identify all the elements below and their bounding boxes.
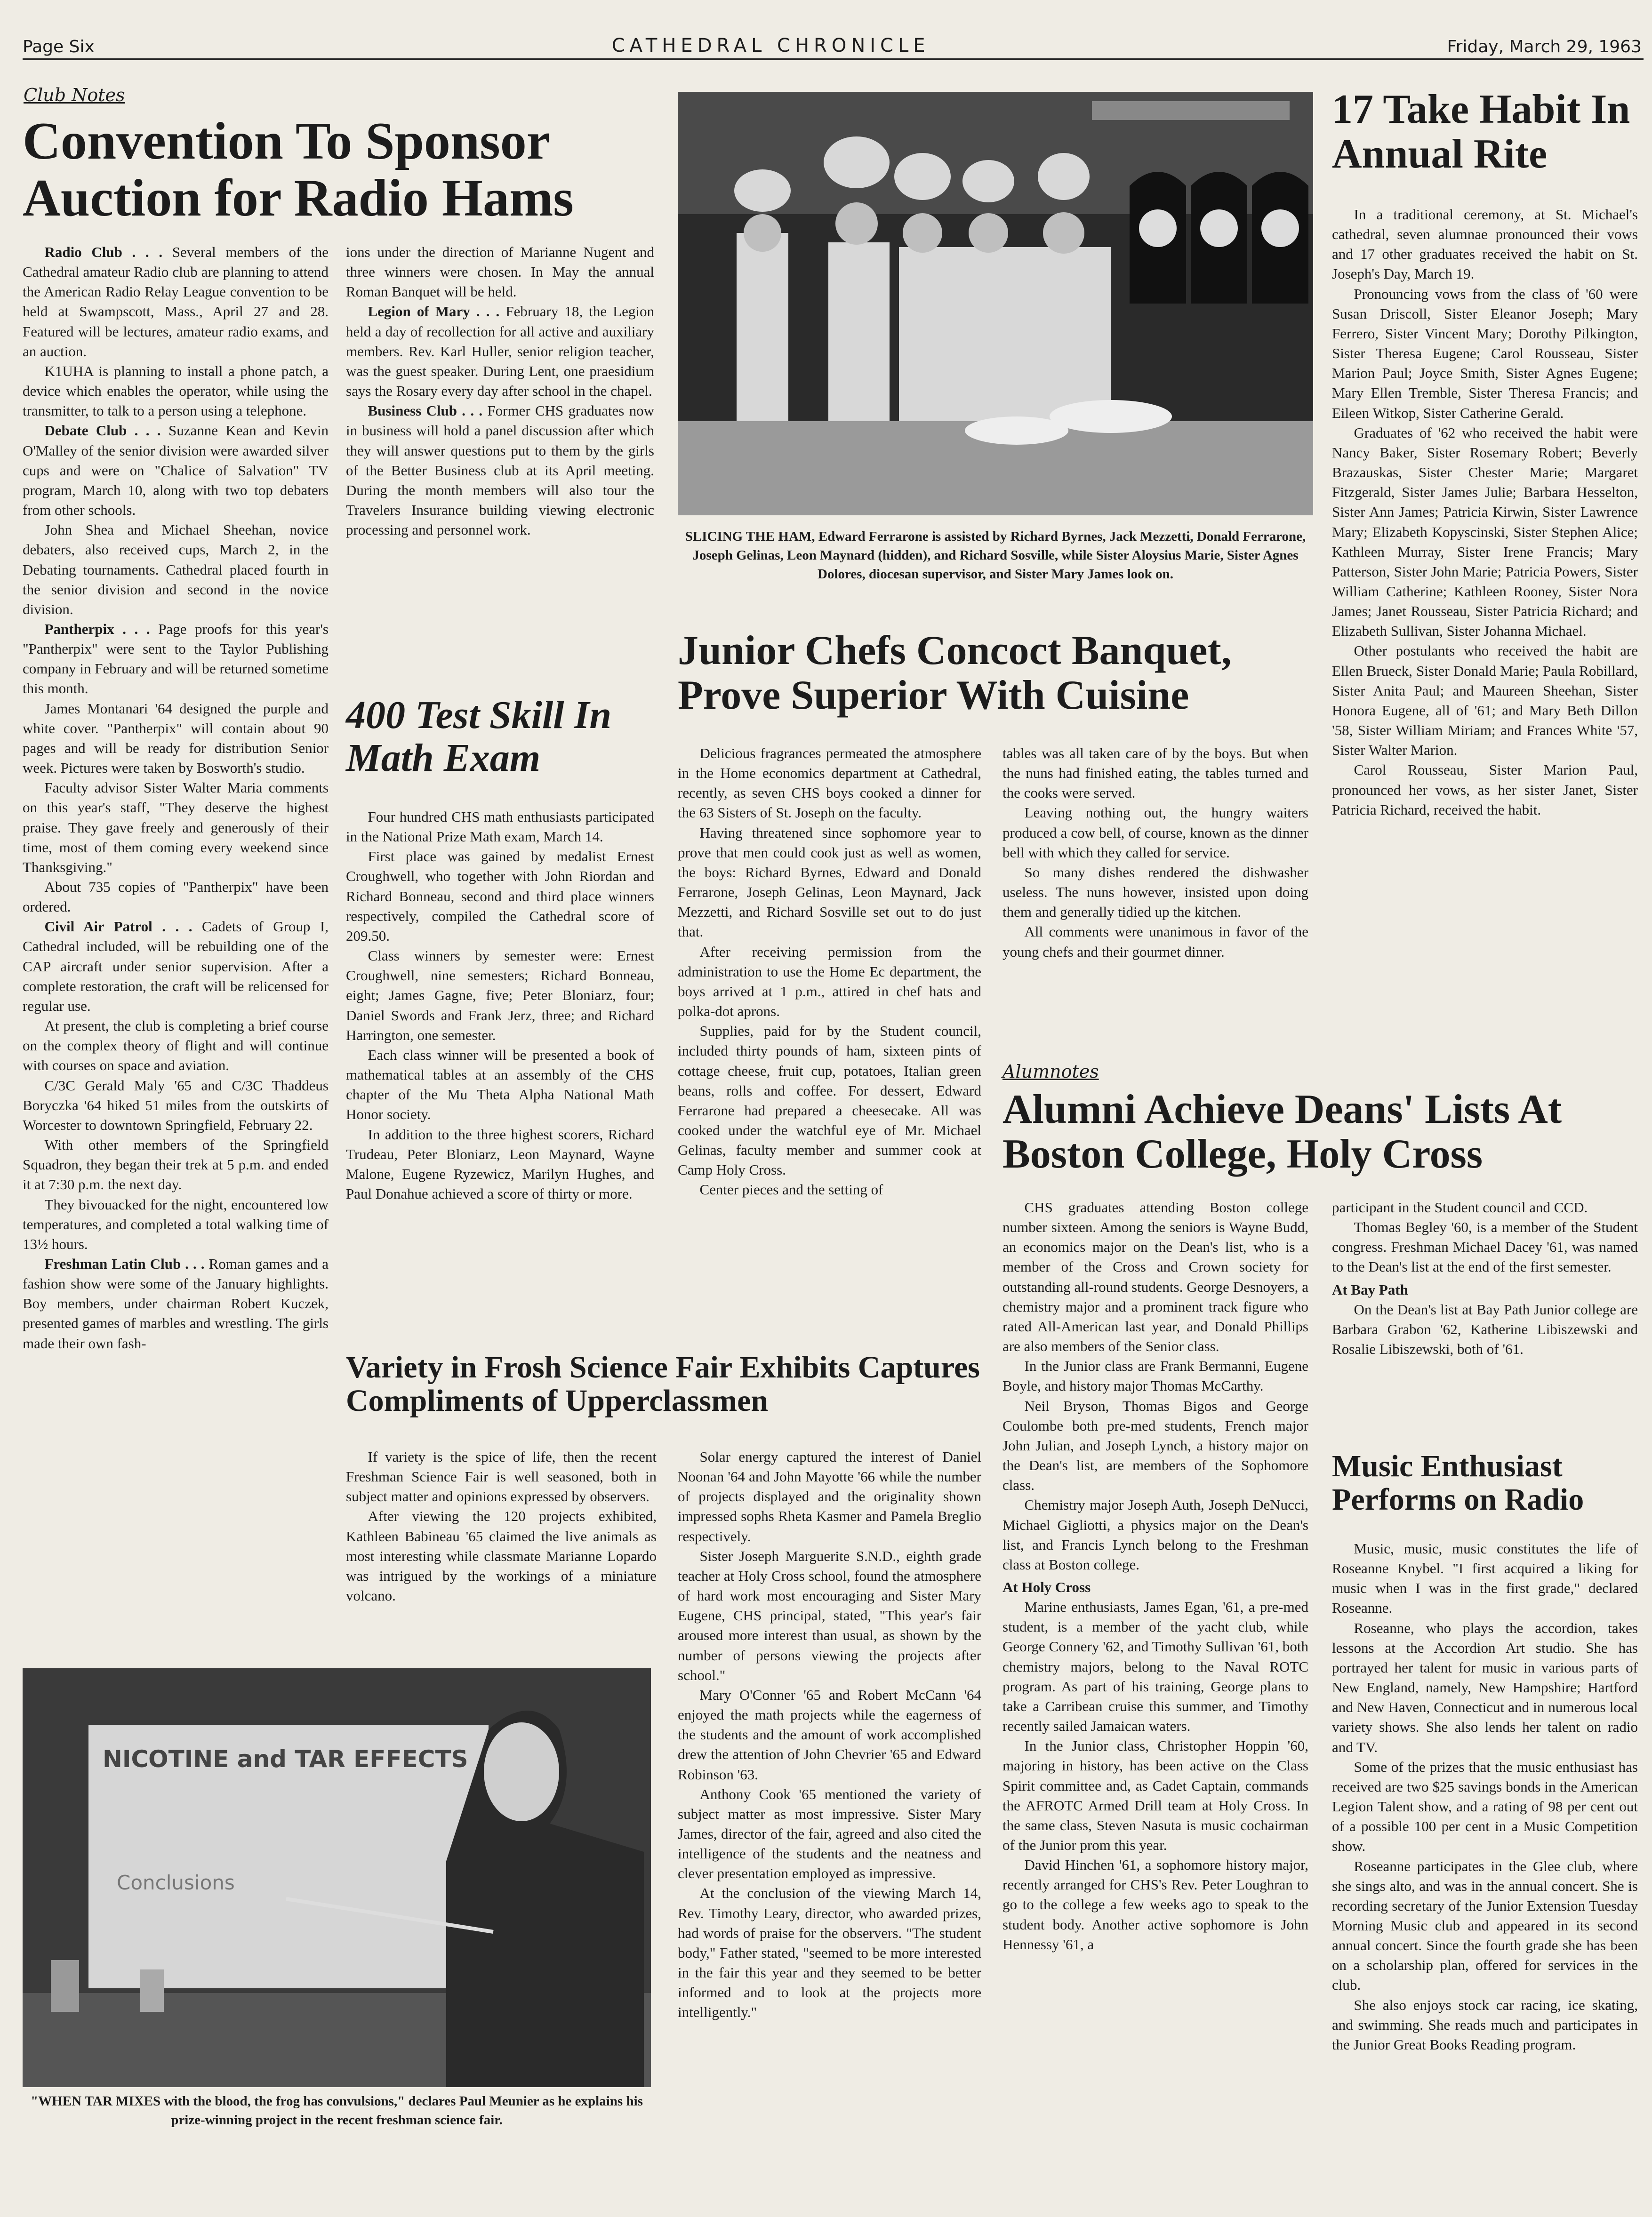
chefs-caption-lead: SLICING THE HAM, — [685, 529, 815, 544]
paragraph — [1332, 1300, 1638, 1359]
paragraph — [346, 807, 654, 847]
paragraph — [1002, 803, 1308, 862]
paragraph-text: David Hinchen '61, a sophomore history major, recently arranged for CHS's Rev. Peter Loughran to go to the college a few weeks ago to speak to the student body. Another active sophomore is John Hennessy '61, a — [1002, 1857, 1308, 1953]
subhead: At Holy Cross — [1002, 1578, 1091, 1595]
paragraph — [346, 946, 654, 1045]
paragraph-lead: Legion of Mary . . . — [368, 303, 500, 320]
paragraph-lead: Pantherpix . . . — [44, 620, 150, 637]
paragraph-text: First place was gained by medalist Ernest Croughwell, who together with John Riordan and Richard Bonneau, second and third place winners respectively, compiled the Cathedral score of 209.50. — [346, 848, 654, 944]
paragraph-text: Class winners by semester were: Ernest Croughwell, nine semesters; Richard Bonneau, eight; James Gagne, five; Peter Bloniarz, four; Daniel Swords and Frank Jerz, three; and Richard Harrington, one semester. — [346, 947, 654, 1043]
science-caption-lead: "WHEN TAR MIXES — [31, 2094, 161, 2109]
paragraph-lead: Debate Club . . . — [44, 422, 161, 439]
paragraph-text: James Montanari '64 designed the purple and white cover. "Pantherpix" will contain about 90 pages and will be ready for distribution Senior week. Pictures were taken by Bosworth's studio. — [23, 700, 329, 776]
paragraph — [678, 1785, 981, 1884]
paragraph — [23, 520, 329, 619]
chefs-photo-caption — [678, 527, 1313, 584]
paragraph-text: Roseanne, who plays the accordion, takes lessons at the Accordion Art studio. She has portrayed her talent for music in various parts of New England, namely, New Hampshire; Hartford and New Haven, Connecticut and in numerous local variety shows. She also lends her talent on radio and TV. — [1332, 1619, 1638, 1755]
paragraph-text: Roseanne participates in the Glee club, where she sings alto, and was in the annual concert. She is recording secretary of the Junior Extension Tuesday Morning Music club and appeared in its second annual concert. Since the fourth grade she has been on a scholarship plan, offered for services in the club. — [1332, 1857, 1638, 1993]
paragraph-text: John Shea and Michael Sheehan, novice debaters, also received cups, March 2, in the Debating tournaments. Cathedral placed fourth in the senior division and second in the novice division. — [23, 521, 329, 617]
paragraph-text: Neil Bryson, Thomas Bigos and George Coulombe both pre-med students, French major John Julian, and Joseph Lynch, a history major on the Dean's list, are members of the Sophomore class. — [1002, 1397, 1308, 1494]
alumni-column-2 — [1332, 1198, 1638, 1359]
alumni-headline: Alumni Achieve Deans' Lists At Boston College, Holy Cross — [1002, 1087, 1562, 1177]
paragraph — [23, 1195, 329, 1254]
paragraph — [23, 1016, 329, 1075]
paragraph-lead: Business Club . . . — [368, 402, 483, 419]
paragraph — [1332, 641, 1638, 760]
paragraph-text: After receiving permission from the administration to use the Home Ec department, the boys arrived at 1 p.m., attired in chef hats and polka-dot aprons. — [678, 943, 981, 1020]
music-headline: Music Enthusiast Performs on Radio — [1332, 1449, 1584, 1517]
paragraph-text: Having threatened since sophomore year to prove that men could cook just as well as women, the boys: Richard Byrnes, Edward and Donald Ferrarone, Joseph Gelinas, Leon Maynard, Jack Mezzetti, and Richard Sosville set out to do just that. — [678, 824, 981, 940]
paragraph — [1332, 1539, 1638, 1618]
paragraph-lead: Radio Club . . . — [44, 244, 163, 260]
paragraph-text: C/3C Gerald Maly '65 and C/3C Thaddeus Boryczka '64 hiked 51 miles from the outskirts of Worcester to downtown Springfield, February 22. — [23, 1077, 329, 1133]
paragraph-text: Mary O'Conner '65 and Robert McCann '64 enjoyed the math projects while the eagerness of the students and the amount of work accomplished drew the attention of John Chevrier '65 and Edward Robinson '63. — [678, 1686, 981, 1783]
paragraph — [23, 619, 329, 699]
math-article — [346, 807, 654, 1204]
paragraph — [346, 1125, 654, 1204]
paragraph-text: Former CHS graduates now in business will hold a panel discussion after which they will answer questions put to them by the girls of the Better Business club at its April meeting. During the month members will also tour the Travelers Insurance building viewing electronic processing and personnel work. — [346, 402, 654, 538]
paragraph-text: Each class winner will be presented a book of mathematical tables at an assembly of the CHS chapter of the Mu Theta Alpha National Math Honor society. — [346, 1046, 654, 1123]
issue-date: Friday, March 29, 1963 — [1447, 37, 1642, 56]
chefs-column-2 — [1002, 744, 1308, 962]
club-notes-column-1 — [23, 242, 329, 1353]
paragraph — [1332, 1857, 1638, 1995]
alumnotes-kicker: Alumnotes — [1002, 1061, 1099, 1082]
paragraph-text: In a traditional ceremony, at St. Michael's cathedral, seven alumnae pronounced their vows and 17 other graduates received the habit on St. Joseph's Day, March 19. — [1332, 206, 1638, 282]
paragraph-text: After viewing the 120 projects exhibited, Kathleen Babineau '65 claimed the live animals as most interesting while classmate Marianne Lopardo was intrigued by the workings of a miniature volcano. — [346, 1508, 657, 1604]
board-subtitle: Conclusions — [117, 1871, 235, 1894]
paragraph-text: Page proofs for this year's "Pantherpix" were sent to the Taylor Publishing company in February and will be returned sometime this month. — [23, 620, 329, 697]
paragraph-text: Anthony Cook '65 mentioned the variety of subject matter as most impressive. Sister Mary James, director of the fair, agreed and also cited the intelligence of the students and the neatness and clever presentation employed as impressive. — [678, 1785, 981, 1882]
paragraph-text: K1UHA is planning to install a phone patch, a device which enables the operator, while using the transmitter, to talk to a person using a telephone. — [23, 362, 329, 419]
paragraph-text: February 18, the Legion held a day of recollection for all active and auxiliary members. Rev. Karl Huller, senior religion teacher, was the guest speaker. During Lent, one praesidium says the Rosary every day after school in the chapel. — [346, 303, 654, 400]
paragraph — [1002, 744, 1308, 803]
board-title: NICOTINE and TAR EFFECTS — [103, 1745, 468, 1773]
paragraph-text: At present, the club is completing a brief course on the complex theory of flight and will continue with courses on space and aviation. — [23, 1017, 329, 1074]
paragraph — [678, 1883, 981, 2022]
paragraph-text: All comments were unanimous in favor of the young chefs and their gourmet dinner. — [1002, 923, 1308, 960]
paragraph — [1002, 922, 1308, 961]
club-notes-headline: Convention To Sponsor Auction for Radio Hams — [23, 112, 574, 227]
paragraph-text: With other members of the Springfield Squadron, they began their trek at 5 p.m. and ended it at 7:30 p.m. the next day. — [23, 1137, 329, 1193]
paragraph-text: Roman games and a fashion show were some of the January highlights. Boy members, under chairman Robert Kuczek, presented games of marbles and wrestling. The girls made their own fash- — [23, 1255, 329, 1352]
chefs-caption-text: Edward Ferrarone is assisted by Richard Byrnes, Jack Mezzetti, Donald Ferrarone, Joseph Gelinas, Leon Maynard (hidden), and Richard Sosville, while Sister Aloysius Marie, Sister Agnes Dolores, diocesan supervisor, and Sister Mary James look on. — [692, 529, 1306, 582]
paragraph-text: Pronouncing vows from the class of '60 were Susan Driscoll, Sister Eleanor Joseph; Mary Ferrero, Sister Vincent Mary; Dorothy Pilkington, Sister Theresa Eugene; Carol Rousseau, Sister Marion Paul; Joyce Smith, Sister Agnes Eugene; Mary Ellen Tremble, Sister Theresa Francis; and Eileen Witkop, Sister Catherine Gerald. — [1332, 285, 1638, 421]
paragraph-text: CHS graduates attending Boston college number sixteen. Among the seniors is Wayne Budd, an economics major on the Dean's list, who is a member of the Cross and Crown society for outstanding all-round students. George Desnoyers, a chemistry major and a prominent track figure who rated All-American last year, and Donald Phillips are also members of the Senior class. — [1002, 1199, 1308, 1355]
paragraph — [1332, 1618, 1638, 1757]
paragraph — [678, 823, 981, 942]
chefs-photo — [678, 92, 1313, 515]
paragraph — [678, 1021, 981, 1180]
paragraph — [346, 1045, 654, 1125]
paragraph-text: In the Junior class, Christopher Hoppin '60, majoring in history, has been active on the Class Spirit committee and, as Cadet Captain, commands the AFROTC Armed Drill team at Holy Cross. In the same class, Steven Nasuta is music cochairman of the Junior prom this year. — [1002, 1737, 1308, 1853]
paragraph — [678, 1685, 981, 1785]
alumni-column-1 — [1002, 1198, 1308, 1954]
paragraph-text: Music, music, music constitutes the life of Roseanne Knybel. "I first acquired a liking for music when I was in the first grade," declared Roseanne. — [1332, 1540, 1638, 1617]
paragraph-text: Marine enthusiasts, James Egan, '61, a pre-med student, is a member of the yacht club, while George Connery '62, and Timothy Sullivan '61, both chemistry majors, belong to the Naval ROTC program. As part of his training, George plans to take a Carribean cruise this summer, and Timothy recently sailed Jamaican waters. — [1002, 1599, 1308, 1735]
paragraph — [23, 877, 329, 917]
paragraph — [23, 361, 329, 421]
paragraph — [1332, 284, 1638, 423]
club-notes-column-2 — [346, 242, 654, 540]
paragraph-text: participant in the Student council and CCD. — [1332, 1199, 1588, 1216]
science-fair-photo — [23, 1668, 651, 2087]
paragraph-text: ions under the direction of Marianne Nugent and three winners were chosen. In May the annual Roman Banquet will be held. — [346, 244, 654, 300]
paragraph — [1332, 760, 1638, 819]
paragraph — [23, 242, 329, 361]
paragraph — [346, 847, 654, 946]
paragraph-lead: Civil Air Patrol . . . — [44, 918, 192, 935]
subhead: At Bay Path — [1332, 1281, 1408, 1298]
paragraph-lead: Freshman Latin Club . . . — [44, 1255, 205, 1272]
paragraph — [1002, 1495, 1308, 1575]
paragraph-text: Graduates of '62 who received the habit were Nancy Baker, Sister Rosemary Robert; Beverly Brazauskas, Sister Chester Marie; Margaret Fitzgerald, Sister James Julie; Barbara Hesselton, Sister Ann James; Patricia Kirwin, Sister Lawrence Mary; Elizabeth Kopyscinski, Sister Stephen Alice; Kathleen Murray, Sister Irene Francis; Mary Patterson, Sister John Marie; Patricia Powers, Sister William Catherine; Kathleen Rooney, Sister Nora James; Janet Rousseau, Sister Patricia Richard; and Elizabeth Sullivan, Sister Johanna Michael. — [1332, 424, 1638, 640]
paragraph — [1002, 863, 1308, 922]
paragraph-text: Thomas Begley '60, is a member of the Student congress. Freshman Michael Dacey '61, was named to the Dean's list at the end of the first semester. — [1332, 1219, 1638, 1275]
paragraph — [1332, 205, 1638, 284]
paragraph-text: At the conclusion of the viewing March 14, Rev. Timothy Leary, director, who awarded prizes, had words of praise for the observers. "The student body," Father stated, "seemed to be more interested in the fair this year and they seemed to be better informed and to look at the projects more intelligently." — [678, 1885, 981, 2021]
paragraph — [23, 699, 329, 778]
paragraph-text: Solar energy captured the interest of Daniel Noonan '64 and John Mayotte '66 while the number of projects displayed and the originality shown impressed sophs Rheta Kasmer and Pamela Breglio respectively. — [678, 1449, 981, 1545]
paragraph — [1002, 1736, 1308, 1855]
paragraph — [23, 1254, 329, 1353]
paragraph — [1002, 1396, 1308, 1496]
chefs-photo-image — [678, 92, 1313, 515]
club-notes-kicker: Club Notes — [24, 85, 125, 105]
paragraph — [678, 942, 981, 1022]
paragraph-text: Other postulants who received the habit are Ellen Brueck, Sister Donald Marie; Paula Robillard, Sister Anita Paul; and Maureen Sheehan, Sister Honora Eugene, all of '61; and Mary Beth Dillon '58, Sister William Miriam; and Frances White '57, Sister Walter Marion. — [1332, 642, 1638, 759]
paragraph-text: In addition to the three highest scorers, Richard Trudeau, Peter Bloniarz, Leon Maynard, Wayne Malone, Eugene Ryzewicz, Marilyn Hughes, and Paul Donahue achieved a score of thirty or more. — [346, 1126, 654, 1202]
paragraph — [23, 1076, 329, 1135]
paragraph-text: Delicious fragrances permeated the atmosphere in the Home economics department at Cathedral, recently, as seven CHS boys cooked a dinner for the 63 Sisters of St. Joseph on the faculty. — [678, 745, 981, 821]
science-headline: Variety in Frosh Science Fair Exhibits Captures Compliments of Upperclassmen — [346, 1350, 980, 1418]
science-column-2 — [678, 1447, 981, 2023]
paragraph — [1002, 1597, 1308, 1736]
paragraph-text: Chemistry major Joseph Auth, Joseph DeNucci, Michael Gigliotti, a physics major on the Dean's list, and Francis Lynch belong to the Freshman class at Boston college. — [1002, 1497, 1308, 1573]
masthead — [23, 28, 1642, 56]
paragraph-text: tables was all taken care of by the boys. But when the nuns had finished eating, the tables turned and the cooks were served. — [1002, 745, 1308, 801]
paragraph-text: Several members of the Cathedral amateur Radio club are planning to attend the American Radio Relay League convention to be held at Swampscott, Mass., April 27 and 28. Featured will be lectures, amateur radio exams, and an auction. — [23, 244, 329, 360]
paragraph-text: About 735 copies of "Pantherpix" have been ordered. — [23, 879, 329, 915]
paragraph — [678, 1180, 981, 1200]
paragraph-text: Leaving nothing out, the hungry waiters produced a cow bell, of course, known as the dinner bell with which they called for service. — [1002, 804, 1308, 861]
paragraph — [23, 1135, 329, 1194]
paragraph-text: Suzanne Kean and Kevin O'Malley of the senior division were awarded silver cups and were on "Chalice of Salvation" TV program, March 10, along with two top debaters from other schools. — [23, 422, 329, 519]
paragraph — [346, 1447, 657, 1506]
paragraph — [1332, 1198, 1638, 1217]
science-caption-text: with the blood, the frog has convulsions," declares Paul Meunier as he explains his prize-winning project in the recent freshman science fair. — [160, 2094, 643, 2128]
paragraph-text: Supplies, paid for by the Student council, included thirty pounds of ham, sixteen pints of cottage cheese, fruit cup, potatoes, Italian green beans, rolls and coffee. For dessert, Edward Ferrarone had prepared a cheesecake. All was cooked under the watchful eye of Mr. Michael Gelinas, faculty member and summer cook at Camp Holy Cross. — [678, 1023, 981, 1178]
paragraph — [678, 744, 981, 823]
paragraph — [1002, 1855, 1308, 1954]
chefs-column-1 — [678, 744, 981, 1200]
paragraph — [23, 421, 329, 520]
paragraph — [1002, 1356, 1308, 1396]
paragraph — [678, 1447, 981, 1546]
paragraph — [1332, 423, 1638, 641]
science-fair-photo-image — [23, 1668, 651, 2087]
math-headline: 400 Test Skill In Math Exam — [346, 693, 612, 780]
science-photo-caption — [23, 2092, 651, 2129]
paragraph-text: Sister Joseph Marguerite S.N.D., eighth grade teacher at Holy Cross school, found the atmosphere of hard work most encouraging and Sister Mary Eugene, CHS principal, stated, "This year's fair aroused more interest than usual, as shown by the number of persons viewing the projects after school." — [678, 1547, 981, 1683]
paragraph — [1332, 1217, 1638, 1277]
paragraph-text: So many dishes rendered the dishwasher useless. The nuns however, insisted upon doing them and generally tidied up the kitchen. — [1002, 864, 1308, 920]
paragraph-text: Cadets of Group I, Cathedral included, will be rebuilding one of the CAP aircraft under senior supervision. After a complete restoration, the craft will be relicensed for regular use. — [23, 918, 329, 1014]
paragraph — [1002, 1198, 1308, 1356]
page-number: Page Six — [23, 37, 95, 56]
paragraph — [346, 242, 654, 302]
chefs-headline: Junior Chefs Concoct Banquet, Prove Superior With Cuisine — [678, 628, 1232, 719]
paragraph-text: She also enjoys stock car racing, ice skating, and swimming. She reads much and participates in the Junior Great Books Reading program. — [1332, 1996, 1638, 2053]
paragraph-text: They bivouacked for the night, encountered low temperatures, and completed a total walking time of 13½ hours. — [23, 1196, 329, 1252]
paragraph-text: Faculty advisor Sister Walter Maria comments on this year's staff, "They deserve the highest praise. They gave freely and generously of their time, most of them coming every weekend since Thanksgiving." — [23, 779, 329, 875]
paragraph-text: Four hundred CHS math enthusiasts participated in the National Prize Math exam, March 14. — [346, 808, 654, 845]
paragraph-text: In the Junior class are Frank Bermanni, Eugene Boyle, and history major Thomas McCarthy. — [1002, 1358, 1308, 1394]
science-column-1 — [346, 1447, 657, 1606]
paragraph — [346, 302, 654, 401]
habit-article — [1332, 205, 1638, 820]
masthead-rule — [23, 58, 1644, 60]
paragraph-text: Center pieces and the setting of — [699, 1181, 883, 1198]
paragraph-text: If variety is the spice of life, then the recent Freshman Science Fair is well seasoned, both in subject matter and opinions expressed by observers. — [346, 1449, 657, 1505]
newspaper-name: CATHEDRAL CHRONICLE — [611, 35, 930, 56]
paragraph — [1332, 1995, 1638, 2055]
paragraph — [678, 1546, 981, 1685]
habit-headline: 17 Take Habit In Annual Rite — [1332, 87, 1630, 177]
paragraph — [346, 1506, 657, 1606]
music-article — [1332, 1539, 1638, 2055]
paragraph-text: Some of the prizes that the music enthusiast has received are two $25 savings bonds in the American Legion Talent show, and a rating of 98 per cent out of a possible 100 per cent in a Music Competition show. — [1332, 1758, 1638, 1855]
paragraph-text: On the Dean's list at Bay Path Junior college are Barbara Grabon '62, Katherine Libiszewski and Rosalie Libiszewski, both of '61. — [1332, 1301, 1638, 1358]
paragraph — [23, 778, 329, 877]
paragraph-text: Carol Rousseau, Sister Marion Paul, pronounced her vows, as her sister Janet, Sister Patricia Richard, received the habit. — [1332, 761, 1638, 818]
paragraph — [346, 401, 654, 540]
paragraph — [1332, 1757, 1638, 1857]
paragraph — [23, 917, 329, 1016]
